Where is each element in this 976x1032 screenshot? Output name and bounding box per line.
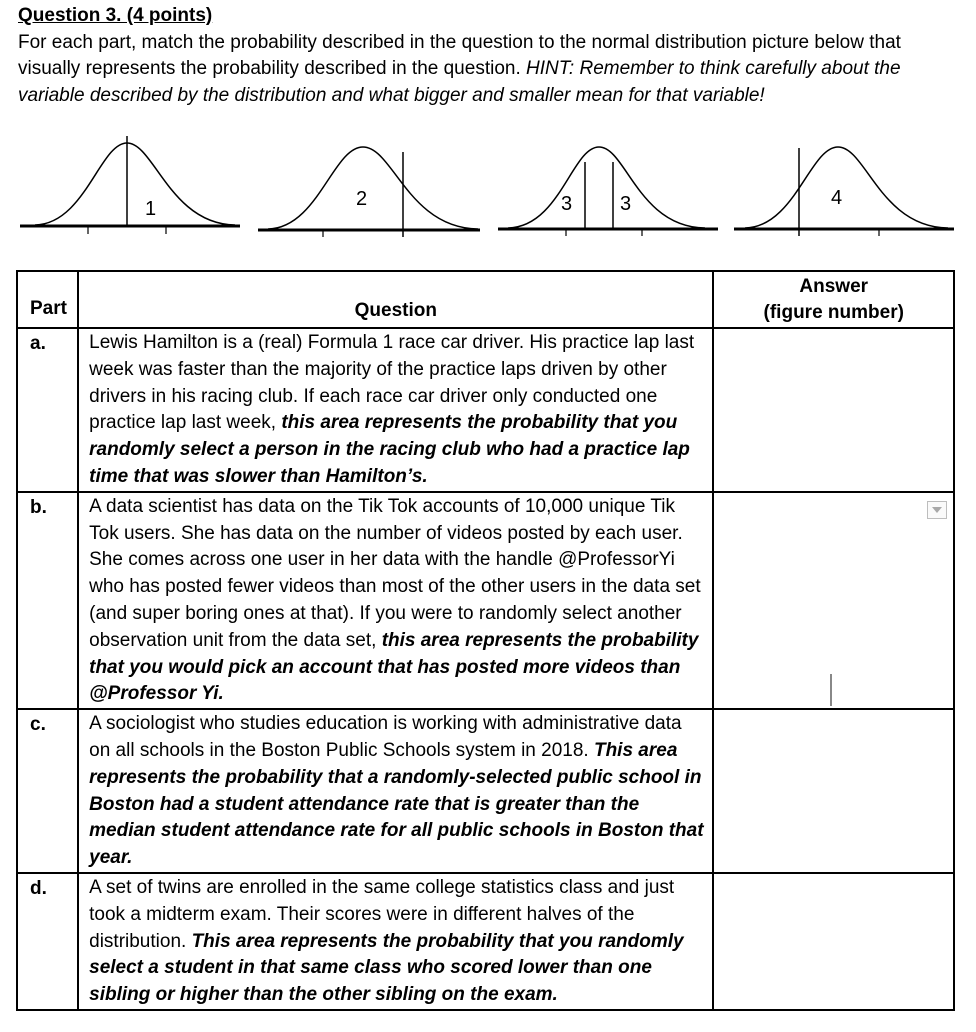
question-column-header: Question [78, 271, 713, 328]
question-title: Question 3. (4 points) [18, 5, 213, 26]
answer-dropdown-chevron-icon[interactable] [927, 501, 947, 519]
question-table [16, 270, 955, 1011]
question-emphasis: This area represents the probability that you randomly select a student in that same class who scored lower than one sibling or higher than the other sibling on the exam. [89, 930, 684, 1006]
text-cursor [830, 674, 832, 706]
question-instructions [18, 30, 968, 110]
answer-column-header [713, 271, 954, 328]
figure-3-label-left: 3 [561, 193, 573, 215]
figure-3-curve [508, 147, 705, 228]
table-row-d [17, 873, 954, 1010]
figure-1-label: 1 [145, 198, 157, 220]
figure-4-curve [745, 147, 948, 228]
answer-header-line1: Answer [799, 276, 869, 297]
table-row-c [17, 709, 954, 873]
question-emphasis: This area represents the probability that a randomly-selected public school in Boston had a student attendance rate that is greater than the median student attendance rate for all public schools in Boston that year. [89, 739, 704, 869]
part-label: d. [17, 873, 78, 1010]
question-body: A sociologist who studies education is working with administrative data on all schools in the Boston Public Schools system in 2018. [89, 713, 682, 761]
figure-1-curve [35, 143, 235, 225]
question-hint: HINT: Remember to think carefully about the variable described by the distribution and what bigger and smaller mean for that variable! [18, 58, 901, 106]
answer-cell-b[interactable] [713, 492, 954, 709]
question-body: Lewis Hamilton is a (real) Formula 1 race car driver. His practice lap last week was faster than the majority of the practice laps driven by other drivers in his racing club. If each race car driver only conducted one practice lap last week, [89, 332, 695, 434]
figure-2 [258, 147, 480, 237]
figure-2-label: 2 [356, 188, 368, 210]
question-body: A data scientist has data on the Tik Tok accounts of 10,000 unique Tik Tok users. She has data on the number of videos posted by each user. She comes across one user in her data with the handle @ProfessorYi who has posted fewer videos than most of the other users in the data set (and super boring ones at that). If you were to randomly select another observation unit from the data set, [89, 495, 701, 651]
part-label: b. [17, 492, 78, 709]
question-text-b [78, 492, 713, 709]
question-heading [18, 3, 968, 109]
answer-cell-c[interactable] [713, 709, 954, 873]
figure-4-label: 4 [831, 187, 843, 209]
normal-distribution-figures [0, 128, 976, 240]
question-text-c [78, 709, 713, 873]
table-header-row [17, 271, 954, 328]
part-column-header: Part [17, 271, 78, 328]
table-row-a [17, 328, 954, 492]
answer-cell-d[interactable] [713, 873, 954, 1010]
figure-4 [734, 147, 954, 236]
question-body: A set of twins are enrolled in the same college statistics class and just took a midterm exam. Their scores were in different halves of the distribution. [89, 876, 675, 952]
question-text-a [78, 328, 713, 492]
table-row-b [17, 492, 954, 709]
figure-1 [20, 136, 240, 234]
part-label: a. [17, 328, 78, 492]
question-intro: For each part, match the probability described in the question to the normal distribution picture below that visually represents the probability described in the question. [18, 31, 901, 79]
figure-3 [498, 147, 718, 236]
answer-cell-a[interactable] [713, 328, 954, 492]
question-text-d [78, 873, 713, 1010]
figure-3-label-right: 3 [620, 193, 632, 215]
figure-2-curve [268, 147, 478, 229]
question-emphasis: this area represents the probability that you would pick an account that has posted more videos than @Professor Yi. [89, 629, 699, 705]
question-emphasis: this area represents the probability that you randomly select a person in the racing club who had a practice lap time that was slower than Hamilton’s. [89, 412, 690, 487]
part-label: c. [17, 709, 78, 873]
answer-header-line2: (figure number) [763, 302, 904, 323]
